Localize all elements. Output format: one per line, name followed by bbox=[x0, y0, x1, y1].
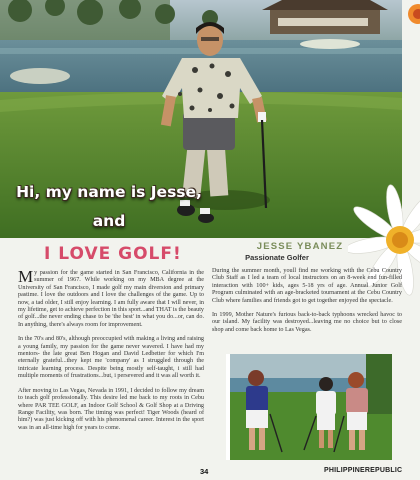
caption-line-2: and bbox=[92, 212, 126, 230]
article-left-column bbox=[18, 267, 204, 439]
drop-cap: M bbox=[18, 267, 34, 286]
article-right-column bbox=[212, 268, 402, 341]
author-name: JESSE YBANEZ bbox=[256, 241, 344, 252]
publication-name: PHILIPPINEREPUBLIC bbox=[324, 467, 403, 474]
author-title: Passionate Golfer bbox=[245, 253, 309, 262]
article-headline: I LOVE GOLF! bbox=[44, 244, 182, 264]
flower-icon-top bbox=[402, 0, 420, 28]
hero-caption bbox=[14, 178, 204, 236]
paragraph: During the summer month, youll find me working with the Cebu Country Club Staff as I led a team of local instructors on an 8-week end fun-filled interaction with 100+ kids, ages 5-18 yrs of age. Annual Junior Golf Program culminated with an age-bracketed tournament at the Cebu Country Club where families and friends got to get together enjoyed the spectacle. bbox=[212, 268, 402, 304]
page-number: 34 bbox=[200, 467, 209, 476]
paragraph: After moving to Las Vegas, Nevada in 1991, I decided to follow my dream to teach golf professionally. This desire led me back to my roots in Cebu where PAR TEE GOLF, an Indoor Golf School & Golf Shop at a Driving Range Facility, was born. The timing was perfect! Tiger Woods (heard of him?) was just kicking off with his phenomenal career. Interest in the sport was in an all-time high for years to come. bbox=[18, 387, 204, 431]
paragraph: My passion for the game started in San Francisco, California in the summer of 1967. While working on my MBA degree at the University of San Francisco, I made golf my main diversion and primary pastime. I love the outdoors and I love the challenges of the game. Up to now, a tad older, I still enjoy learning. I am fully aware that I will never, in my lifetime, get to achieve perfection in this sport...and THAT is the beauty of golf...the never ending chase to be 'the best' in what you do...or, can do. In anything, there's always room for improvement. bbox=[18, 267, 204, 328]
group-photo bbox=[226, 354, 392, 460]
hero-photo bbox=[0, 0, 402, 238]
three-golfers-illustration bbox=[226, 354, 392, 460]
paragraph: In the 70's and 80's, although preoccupied with making a living and raising a young family, my passion for the game never wavered. I have had my mentors- the late great Ben Hogan and David Ledbetter for which I'm eternally grateful...they kept me 'company' as I struggled through the intricate learning process. Despite being mostly self-taught, i still had multiple moments of frustrations...but, i persevered and it was all worth it. bbox=[18, 336, 204, 380]
caption-line-1: Hi, my name is Jesse, bbox=[16, 183, 202, 201]
paragraph: In 1999, Mother Nature's furious back-to-back typhoons wrecked havoc to our island. My facility was destroyed...leaving me no choice but to close shop and come back home to Las Vegas. bbox=[212, 312, 402, 333]
